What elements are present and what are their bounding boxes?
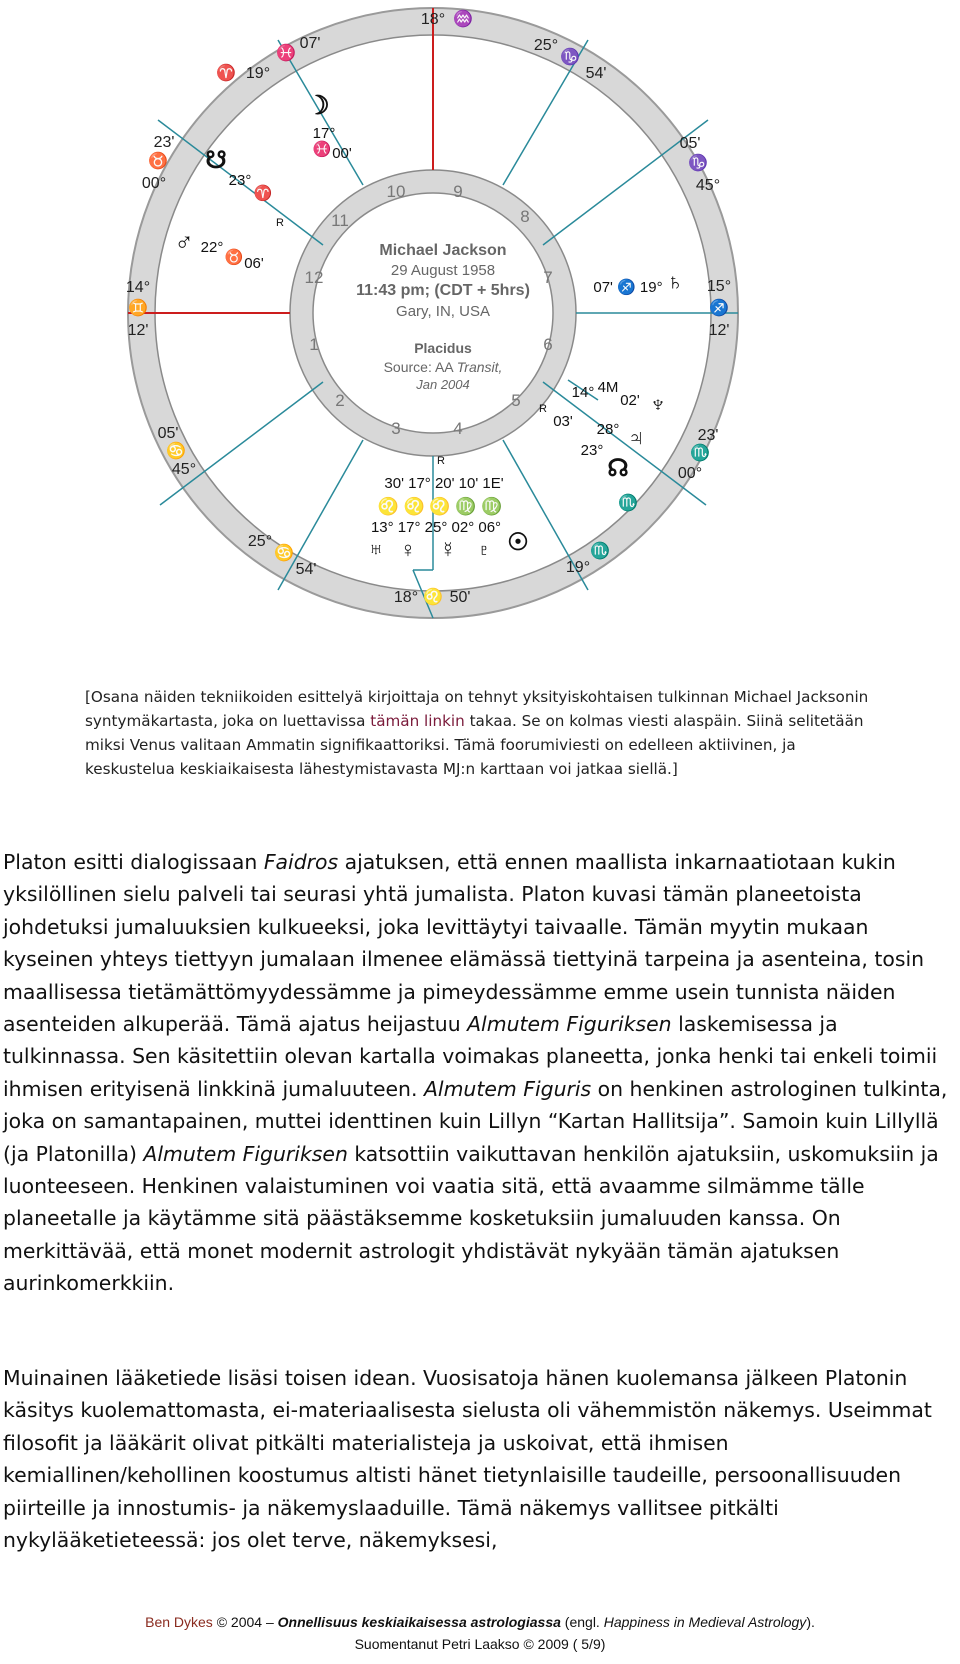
mars-sign-label: ♉ <box>224 249 244 266</box>
cusp-label: 12' <box>708 322 730 339</box>
lower-right-label: 02' <box>620 392 640 409</box>
cusp-label: 14° <box>125 279 151 296</box>
lower-right-label: 14° <box>571 384 595 401</box>
mars-minute-label: 06' <box>244 255 264 272</box>
cusp-label: 23' <box>697 427 719 444</box>
saturn-icon: ♄ <box>666 269 684 296</box>
cusp-label: ♋ <box>166 443 186 460</box>
cusp-label: ♏ <box>590 543 610 560</box>
house-number: 2 <box>335 391 345 410</box>
cusp-label: 05' <box>157 425 179 442</box>
moon-icon: ☽ <box>306 90 330 120</box>
cusp-label: ♒ <box>453 11 473 28</box>
south-node-icon: ☋ <box>205 147 227 174</box>
footer-line1 <box>0 1611 960 1633</box>
chart-date: 29 August 1958 <box>390 262 496 279</box>
text-run: Muinainen lääketiede lisäsi toisen idean. Vuosisatoja hänen kuolemansa jälkeen Platonin käsitys kuolemattomasta, ei-materiaalisesta sielusta oli vähemmistön näkemys. Useimmat filosofit ja lääkärit olivat pitkälti materialisteja ja uskoivat, että ihmisen kemiallinen/kehollinen koostumus altisti hänet tietynlaisille taudeille, persoonallisuuden piirteille ja innostumis- ja näkemyslaaduille. Tämä näkemys vallitsee pitkälti nykylääketieteessä: jos olet terve, näkemyksesi, <box>3 1366 932 1553</box>
text-run: laskemisessa ja tulkinnassa. Sen käsitettiin olevan kartalla voimakas planeetta, jonka henki tai enkeli toimii ihmisen erityisenä linkkinä jumaluuteen. <box>3 1012 938 1101</box>
node-degree-label: 23° <box>228 172 252 189</box>
cusp-label: 54' <box>295 561 317 578</box>
house-number: 11 <box>331 211 349 230</box>
page-footer <box>0 1611 960 1655</box>
house-number: 7 <box>543 268 553 287</box>
house-number: 8 <box>520 207 530 226</box>
italic-run: Faidros <box>263 850 339 874</box>
venus-icon: ♀ <box>399 537 417 562</box>
moon-degree-label: 17° <box>312 125 336 142</box>
bottom-retro-label: R <box>437 455 445 467</box>
mercury-icon: ☿ <box>439 537 457 562</box>
cusp-label: 54' <box>585 65 607 82</box>
note-text-part2: takaa. Se on kolmas viesti alaspäin. Siinä selitetään miksi Venus valitaan Ammatin signifikaattoriksi. Tämä foorumiviesti on edelleen aktiivinen, ja keskustelua keskiaikaisesta lähestymistavasta MJ:n karttaan voi jatkaa siellä.] <box>85 712 864 778</box>
cusp-label: ♏ <box>618 495 638 512</box>
node-sign-label: ♈ <box>253 185 273 202</box>
house-system: Placidus <box>414 340 472 356</box>
house-number: 5 <box>511 391 521 410</box>
chart-name: Michael Jackson <box>379 242 507 259</box>
mars-degree-label: 22° <box>200 239 224 256</box>
lower-right-label: 03' <box>553 413 573 430</box>
cusp-label: 12' <box>127 322 149 339</box>
translator-note <box>85 685 885 781</box>
bottom-signs-row: ♌ ♌ ♌ ♍ ♍ <box>377 497 503 516</box>
note-text-part1: [Osana näiden tekniikoiden esittelyä kirjoittaja on tehnyt yksityiskohtaisen tulkinnan Michael Jacksonin syntymäkartasta, joka on luettavissa <box>85 688 869 730</box>
north-node-icon: ☊ <box>607 455 629 482</box>
house-number: 6 <box>543 335 553 354</box>
cusp-label: ♏ <box>690 445 710 462</box>
italic-run: Almutem Figuris <box>423 1076 592 1101</box>
footer-line2: Suomentanut Petri Laakso © 2009 ( 5/9) <box>354 1636 606 1652</box>
cusp-label: ♑ <box>560 49 580 66</box>
natal-chart <box>118 0 778 630</box>
house-number: 10 <box>386 182 406 201</box>
cusp-label: 07' <box>299 35 321 52</box>
text-run: Platon esitti dialogissaan <box>3 850 264 874</box>
cusp-label: 05' <box>679 135 701 152</box>
node-retro-label: R <box>276 217 284 229</box>
note-link[interactable]: tämän linkin <box>370 712 465 730</box>
cusp-label: ♑ <box>688 155 708 172</box>
chart-time: 11:43 pm; (CDT + 5hrs) <box>356 282 530 299</box>
cusp-label: ♐ <box>709 300 729 317</box>
text-run: katsottiin vaikuttavan henkilön ajatuksiin, uskomuksiin ja luonteeseen. Henkinen valaistuminen voi vaatia sitä, että avaamme silmämme tälle planeetalle ja käytämme sitä päästäksemme kosketuksiin jumaluuden kanssa. On merkittävää, että monet modernit astrologit yhdistävät nykyään tämän ajatuksen aurinkomerkkiin. <box>3 1141 939 1296</box>
uranus-icon: ♅ <box>367 536 385 561</box>
cusp-label: 19° <box>245 65 271 82</box>
cusp-label: 25° <box>533 37 559 54</box>
cusp-label: ♈ <box>216 65 236 82</box>
house-number: 3 <box>391 419 401 438</box>
footer-text: © 2004 – <box>212 1614 278 1630</box>
italic-run: Almutem Figuriksen <box>143 1141 348 1166</box>
house-number: 9 <box>453 182 463 201</box>
bottom-degrees-row: 30' 17° 20' 10' 1E' <box>384 475 504 492</box>
house-number: 4 <box>453 419 463 438</box>
chart-source: Source: AA Transit, <box>383 359 503 375</box>
lower-right-retro: R <box>539 403 547 415</box>
pluto-icon: ♇ <box>475 537 493 562</box>
lower-right-label: 28° <box>596 421 620 438</box>
cusp-label: 18° <box>420 11 446 28</box>
neptune-icon: ♆ <box>649 391 667 418</box>
cusp-label: ♉ <box>148 153 168 170</box>
chart-place: Gary, IN, USA <box>396 303 490 320</box>
paragraph-plato <box>3 846 958 1300</box>
lower-right-label: 23° <box>580 442 604 459</box>
chart-source-date: Jan 2004 <box>416 377 470 392</box>
moon-minute-label: 00' <box>332 145 352 162</box>
lower-right-label: 4M <box>597 379 619 396</box>
house-number: 1 <box>309 335 319 354</box>
planets <box>306 90 329 120</box>
cusp-label: ♋ <box>274 545 294 562</box>
cusp-label: 45° <box>695 177 721 194</box>
footer-author: Ben Dykes <box>145 1614 213 1630</box>
moon-sign-label: ♓ <box>312 141 332 158</box>
mars-icon: ♂ <box>174 226 194 256</box>
cusp-label: 45° <box>171 461 197 478</box>
italic-run: Almutem Figuriksen <box>467 1012 672 1037</box>
footer-title: Onnellisuus keskiaikaisessa astrologiassa <box>277 1614 561 1630</box>
saturn-label: 07' ♐ 19° <box>593 279 663 296</box>
cusp-label: ♊ <box>128 300 148 317</box>
cusp-label: 00° <box>677 465 703 482</box>
cusp-label: 00° <box>141 175 167 192</box>
cusp-label: 15° <box>706 278 732 295</box>
cusp-label: 50' <box>449 589 471 606</box>
paragraph-medicine <box>3 1362 958 1556</box>
footer-text: ). <box>806 1614 815 1630</box>
sun-icon: ☉ <box>507 529 529 556</box>
footer-english-title: Happiness in Medieval Astrology <box>603 1614 807 1630</box>
text-run: on henkinen astrologinen tulkinta, joka on samantapainen, muttei identtinen kuin Lillyn “Kartan Hallitsija”. Samoin kuin Lillyllä (ja Platonilla) <box>3 1076 948 1166</box>
cusp-label: ♌ <box>423 589 443 606</box>
cusp-label: 25° <box>247 533 273 550</box>
cusp-label: ♓ <box>276 45 296 62</box>
cusp-label: 19° <box>565 559 591 576</box>
house-number: 12 <box>304 268 324 287</box>
cusp-label: 18° <box>393 589 419 606</box>
jupiter-icon: ♃ <box>627 425 645 452</box>
bottom-minutes-row: 13° 17° 25° 02° 06° <box>370 519 502 536</box>
footer-text: (engl. <box>560 1614 604 1630</box>
cusp-label: 23' <box>153 134 175 151</box>
text-run: ajatuksen, että ennen maallista inkarnaatiotaan kukin yksilöllinen sielu palveli tai seurasi yhtä jumalista. Platon kuvasi tämän planeetoista johdetuksi jumaluuksien kulkueeksi, joka levittäytyi taivaalle. Tämän myytin mukaan kyseinen yhteys tiettyyn jumalaan ilmenee elämässä tiettyinä tarpeina ja asenteina, tosin maallisessa tietämättömyydessämme ja pimeydessämme emme usein tunnista näiden asenteiden alkuperää. Tämä ajatus heijastuu <box>3 850 925 1037</box>
